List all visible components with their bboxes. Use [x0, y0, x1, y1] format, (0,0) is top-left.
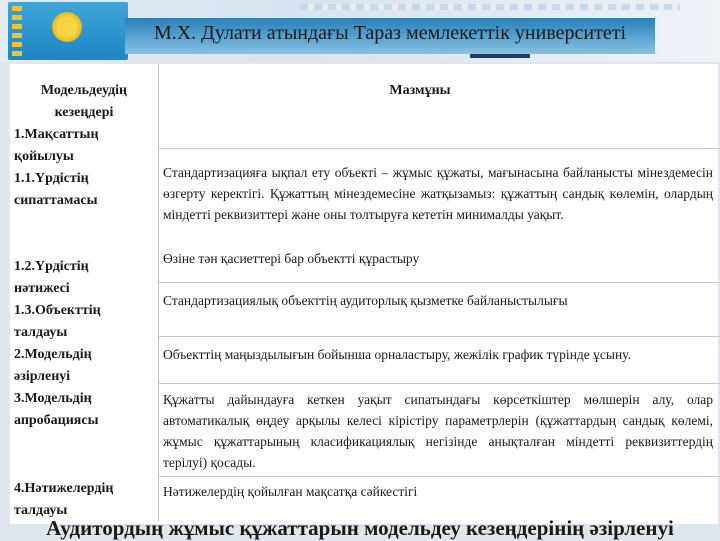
- row-divider: [158, 383, 720, 384]
- slide-caption: Аудитордың жұмыс құжаттарын модельдеу кезеңдерінің әзірленуі: [46, 516, 674, 540]
- kazakhstan-flag-logo: [8, 2, 128, 60]
- content-cell: Нәтижелердің қойылған мақсатқа сәйкестігі: [163, 484, 418, 499]
- col1-header-line: кезеңдері: [54, 105, 114, 120]
- stage-line: талдауы: [14, 503, 68, 518]
- col1-header-line: Модельдеудің: [40, 83, 128, 98]
- stage-cell: [14, 388, 154, 432]
- stage-line: 1.2.Үрдістің: [14, 259, 89, 274]
- flag-ornament: [12, 6, 22, 56]
- stage-line: 3.Модельдің: [14, 391, 92, 406]
- content-cell: Стандартизациялық объекттің аудиторлық қызметке байланыстылығы: [163, 293, 568, 308]
- stage-line: қойылуы: [14, 149, 74, 164]
- row-divider: [158, 336, 720, 337]
- column-divider: [158, 64, 159, 522]
- row-divider: [158, 476, 720, 477]
- stage-line: сипаттамасы: [14, 193, 98, 208]
- stage-line: талдауы: [14, 325, 68, 340]
- stage-line: 1.3.Объекттің: [14, 303, 101, 318]
- stage-line: 1.1.Үрдістің: [14, 171, 89, 186]
- row-divider: [158, 282, 720, 283]
- stage-cell: [14, 256, 154, 344]
- content-cell: Құжатты дайындауға кеткен уақыт сипатындағы көрсеткіштер мөлшерін алу, олар автоматикалық өңдеу арқылы келесі кірістіру параметрлерін (құжаттардың сандық көлемі, жұмыс құжаттарының класификациялық негізінде анықталған міндетті реквизиттердің терілуі) қосады.: [163, 392, 713, 470]
- col1-header: [14, 80, 154, 124]
- page-title: М.Х. Дулати атындағы Тараз мемлекеттік университеті: [153, 22, 627, 44]
- stage-cell: [14, 344, 154, 388]
- stage-line: 4.Нәтижелердің: [14, 481, 114, 496]
- stage-line: 1.Мақсаттың: [14, 127, 99, 142]
- flag-sun-icon: [52, 12, 82, 42]
- content-cell: Объекттің маңыздылығын бойынша орналастыру, жежілік график түрінде ұсыну.: [163, 347, 631, 362]
- header-decoration: [300, 4, 680, 10]
- title-accent: [470, 54, 530, 58]
- stage-cell: [14, 124, 154, 212]
- stage-line: нәтижесі: [14, 281, 70, 296]
- stage-line: апробациясы: [14, 413, 99, 428]
- content-cell: Стандартизацияға ықпал ету объекті – жұмыс құжаты, мағынасына байланысты мінездемесін өзгерту керектігі. Құжаттың мінездемесіне жатқызамыз: құжаттың сандық көлемін, олардың міндетті реквизиттері және оны толтыруға кететін минималды уақыт.: [163, 165, 713, 222]
- stage-line: 2.Модельдің: [14, 347, 92, 362]
- content-cell: Өзіне тән қасиеттері бар объектті құрастыру: [163, 251, 420, 266]
- col2-header: Мазмұны: [389, 83, 451, 98]
- stage-line: әзірленуі: [14, 369, 71, 384]
- row-divider: [158, 148, 720, 149]
